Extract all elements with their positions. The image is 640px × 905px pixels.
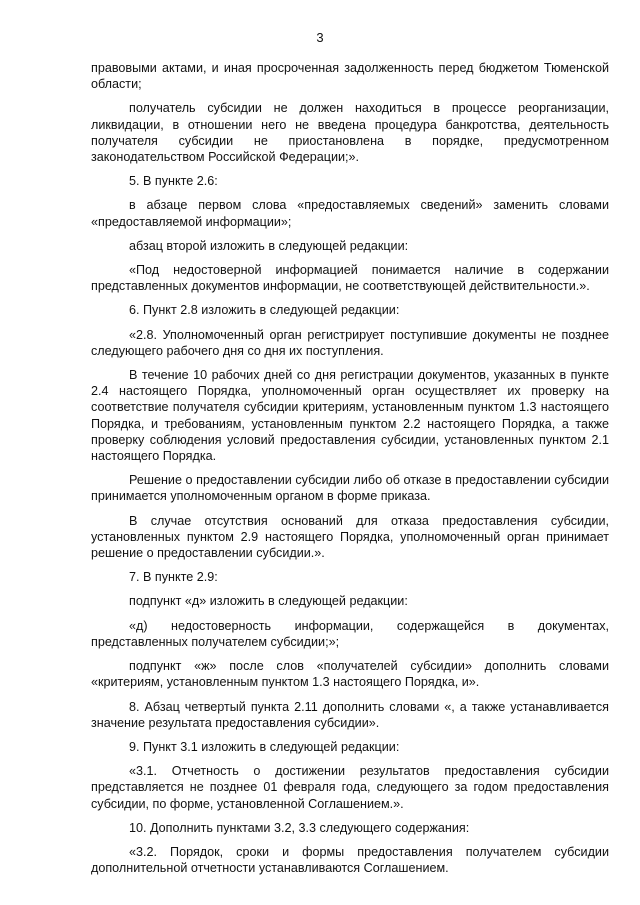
paragraph: 9. Пункт 3.1 изложить в следующей редакции: bbox=[129, 739, 400, 754]
paragraph: подпункт «д» изложить в следующей редакции: bbox=[129, 594, 408, 609]
paragraph: 6. Пункт 2.8 изложить в следующей редакции: bbox=[129, 303, 400, 318]
paragraph: в абзаце первом слова «предоставляемых сведений» заменить словами «предоставляемой информации»; bbox=[91, 198, 609, 229]
paragraph: «3.2. Порядок, сроки и формы предоставления получателем субсидии дополнительной отчетности устанавливаются Соглашением. bbox=[91, 844, 609, 876]
paragraph: «д) недостоверность информации, содержащейся в документах, представленных получателем субсидии;»; bbox=[91, 618, 609, 649]
paragraph: Решение о предоставлении субсидии либо об отказе в предоставлении субсидии принимается уполномоченным органом в форме приказа. bbox=[91, 473, 609, 504]
paragraph: «3.1. Отчетность о достижении результатов предоставления субсидии представляется не позднее 01 февраля года, следующего за годом предоставления субсидии, по форме, установленной Соглашением.». bbox=[91, 764, 609, 811]
document-body bbox=[91, 60, 609, 884]
paragraph: «Под недостоверной информацией понимается наличие в содержании представленных документов информации, не соответствующей действительности.». bbox=[91, 263, 609, 294]
paragraph: «2.8. Уполномоченный орган регистрирует поступившие документы не позднее следующего рабочего дня со дня их поступления. bbox=[91, 327, 609, 358]
paragraph: правовыми актами, и иная просроченная задолженность перед бюджетом Тюменской области; bbox=[91, 61, 609, 92]
paragraph: 8. Абзац четвертый пункта 2.11 дополнить словами «, а также устанавливается значение результата предоставления субсидии». bbox=[91, 699, 609, 730]
paragraph: подпункт «ж» после слов «получателей субсидии» дополнить словами «критериям, установленным пунктом 1.3 настоящего Порядка, и». bbox=[91, 659, 609, 690]
paragraph: 7. В пункте 2.9: bbox=[129, 570, 218, 585]
paragraph: В случае отсутствия оснований для отказа предоставления субсидии, установленных пунктом 2.9 настоящего Порядка, уполномоченный орган принимает решение о предоставлении субсидии.». bbox=[91, 513, 609, 561]
paragraph: 10. Дополнить пунктами 3.2, 3.3 следующего содержания: bbox=[129, 820, 470, 835]
paragraph: 5. В пункте 2.6: bbox=[129, 174, 218, 189]
page-number: 3 bbox=[316, 30, 324, 45]
paragraph: В течение 10 рабочих дней со дня регистрации документов, указанных в пункте 2.4 настоящего Порядка, уполномоченный орган осуществляет их проверку на соответствие получателя субсидии критериям, установленным пунктом 1.3 настоящего Порядка, и требованиям, установленным пунктом 2.2 настоящего Порядка, а также проверку соблюдения условий предоставления субсидии, установленных пунктом 2.1 настоящего Порядка. bbox=[91, 368, 609, 464]
paragraph: абзац второй изложить в следующей редакции: bbox=[129, 238, 409, 253]
paragraph: получатель субсидии не должен находиться в процессе реорганизации, ликвидации, в отношении него не введена процедура банкротства, деятельность получателя субсидии не приостановлена в порядке, предусмотренном законодательством Российской Федерации;». bbox=[91, 101, 609, 165]
